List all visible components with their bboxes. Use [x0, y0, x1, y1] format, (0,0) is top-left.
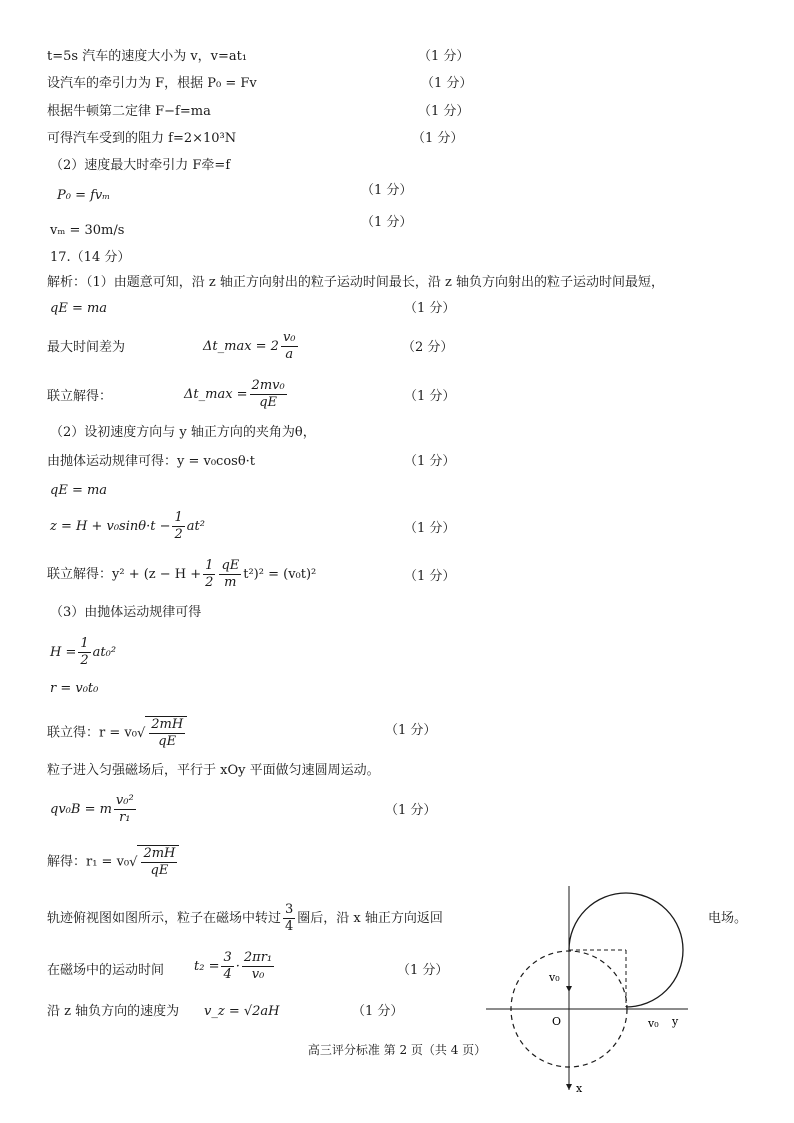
equation-part: z = H + v₀sinθ·t −: [50, 519, 171, 534]
label-origin: O: [552, 1015, 562, 1028]
score-label: （1 分）: [361, 215, 413, 230]
text-line: 可得汽车受到的阻力 f=2×10³N: [47, 131, 237, 146]
equation-part: t₂ =: [194, 959, 220, 974]
text-line: 根据牛顿第二定律 F−f=ma: [47, 104, 211, 119]
text-line: 解析：（1）由题意可知，沿 z 轴正方向射出的粒子运动时间最长，沿 z 轴负方向射出的粒子运动时间最短，: [47, 275, 664, 290]
score-label: （1 分）: [404, 569, 456, 584]
text-line: （2）速度最大时牵引力 F牵=f: [50, 158, 231, 173]
score-label: （1 分）: [404, 301, 456, 316]
equation: v_z = √2aH: [204, 1004, 280, 1019]
equation-part: qv₀B = m: [50, 802, 112, 817]
denominator: 2: [80, 653, 89, 668]
text-line: 沿 z 轴负方向的速度为: [47, 1004, 180, 1019]
numerator: 2mH: [151, 717, 184, 732]
text-line: 由抛体运动规律可得：y = v₀cosθ·t: [47, 454, 256, 469]
numerator: 3: [285, 902, 294, 917]
equation: qE = ma: [50, 483, 108, 498]
denominator: v₀: [251, 967, 265, 982]
equation: qE = ma: [50, 301, 108, 316]
denominator: a: [285, 347, 294, 362]
numerator: 2πr₁: [243, 950, 273, 965]
label-x: x: [576, 1082, 583, 1095]
score-label: （1 分）: [352, 1004, 404, 1019]
text-line: （3）由抛体运动规律可得: [50, 605, 202, 620]
text-line: 最大时间差为: [47, 340, 126, 355]
denominator: qE: [150, 863, 169, 878]
numerator: qE: [221, 558, 240, 573]
equation-part: at²: [186, 519, 205, 534]
text-line: 电场。: [708, 911, 748, 926]
score-label: （1 分）: [385, 803, 437, 818]
score-label: （1 分）: [397, 963, 449, 978]
equation-part: t²)² = (v₀t)²: [243, 567, 317, 582]
numerator: 1: [80, 636, 89, 651]
label-y: y: [672, 1015, 679, 1028]
label-v0-horizontal: v₀: [648, 1017, 659, 1030]
score-label: （2 分）: [402, 340, 454, 355]
numerator: 1: [205, 558, 214, 573]
text-line: （2）设初速度方向与 y 轴正方向的夹角为θ，: [50, 425, 316, 440]
denominator: qE: [259, 395, 278, 410]
denominator: 2: [174, 527, 183, 542]
score-label: （1 分）: [421, 76, 473, 91]
question-number: 17.（14 分）: [50, 250, 131, 265]
score-label: （1 分）: [385, 723, 437, 738]
page-footer: 高三评分标准 第 2 页（共 4 页）: [307, 1043, 487, 1057]
text-line: 在磁场中的运动时间: [47, 963, 165, 978]
score-label: （1 分）: [418, 49, 470, 64]
text-line: 联立解得：: [47, 389, 113, 404]
equation-part: 联立得：r = v₀: [47, 725, 137, 741]
equation: vₘ = 30m/s: [50, 223, 125, 238]
square-root: √ $\frac{2mH}{qE}$: [129, 845, 179, 879]
equation-part: Δt_max = 2: [203, 339, 279, 354]
score-label: （1 分）: [361, 183, 413, 198]
equation-part: 联立解得：y² + (z − H +: [47, 567, 202, 582]
equation-part: H =: [50, 645, 77, 660]
equation: P₀ = fvₘ: [57, 188, 111, 203]
denominator: 2: [205, 575, 214, 590]
equation: t₂ = $\frac{3}{4}$ · $\frac{\text{2πr₁}}{\text{v₀}}$: [194, 950, 273, 982]
numerator: 2mv₀: [251, 378, 285, 393]
numerator: 1: [174, 510, 183, 525]
denominator: r₁: [119, 810, 131, 825]
numerator: 3: [223, 950, 232, 965]
text-part: 圈后，沿 x 轴正方向返回: [297, 911, 443, 926]
text-line: 粒子进入匀强磁场后，平行于 xOy 平面做匀速圆周运动。: [47, 763, 380, 778]
equation: r = v₀t₀: [50, 681, 99, 696]
text-line: 设汽车的牵引力为 F，根据 P₀ = Fv: [47, 76, 257, 91]
denominator: m: [224, 575, 237, 590]
score-label: （1 分）: [404, 521, 456, 536]
text-part: 轨迹俯视图如图所示，粒子在磁场中转过: [47, 911, 282, 926]
equation-part: 解得：r₁ = v₀: [47, 854, 130, 870]
score-label: （1 分）: [418, 104, 470, 119]
denominator: 4: [285, 919, 294, 934]
equation-part: Δt_max =: [184, 387, 248, 402]
numerator: 2mH: [143, 846, 176, 861]
label-v0-vertical: v₀: [549, 971, 560, 984]
numerator: v₀²: [115, 793, 134, 808]
score-label: （1 分）: [404, 389, 456, 404]
score-label: （1 分）: [412, 131, 464, 146]
denominator: 4: [223, 967, 232, 982]
score-label: （1 分）: [404, 454, 456, 469]
equation-part: at₀²: [92, 645, 117, 660]
denominator: qE: [158, 734, 177, 749]
square-root: √ $\frac{2mH}{qE}$: [137, 716, 187, 750]
numerator: v₀: [282, 330, 296, 345]
text-line: t=5s 汽车的速度大小为 v，v=at₁: [47, 49, 248, 64]
